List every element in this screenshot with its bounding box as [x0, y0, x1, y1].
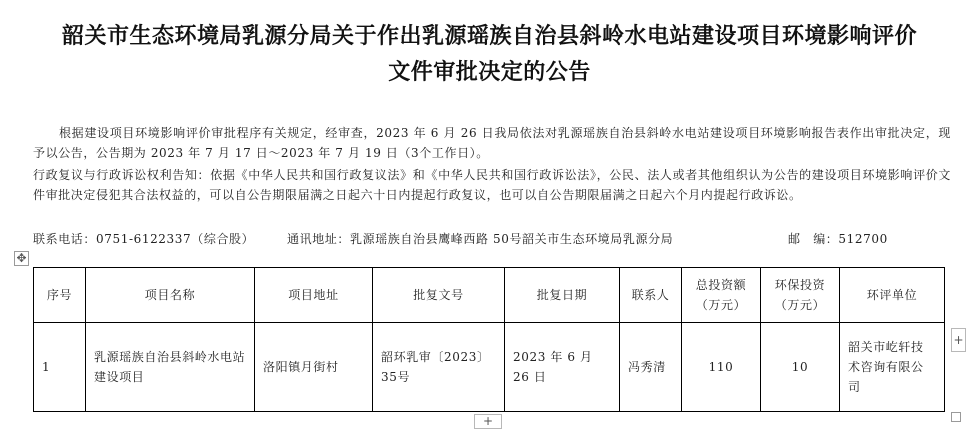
table-row [34, 323, 945, 412]
contact-phone: 联系电话：0751-6122337（综合股） [33, 232, 255, 246]
cell-project-location: 洛阳镇月街村 [255, 323, 373, 412]
notice-title-line1: 韶关市生态环境局乳源分局关于作出乳源瑶族自治县斜岭水电站建设项目环境影响评价 [61, 24, 917, 49]
approval-table [33, 267, 945, 412]
header-seq: 序号 [34, 268, 86, 323]
cell-env-investment: 10 [761, 323, 840, 412]
header-contact-person: 联系人 [620, 268, 682, 323]
rights-paragraph: 行政复议与行政诉讼权利告知：依据《中华人民共和国行政复议法》和《中华人民共和国行政诉讼法》，公民、法人或者其他组织认为公告的建设项目环境影响评价文件审批决定侵犯其合法权益的，可以自公告期限届满之日起六十日内提起行政复议，也可以自公告期限届满之日起六个月内提起行政诉讼。 [33, 168, 951, 202]
header-project-name: 项目名称 [86, 268, 255, 323]
contact-zip: 邮 编：512700 [788, 232, 888, 246]
table-resize-handle[interactable] [951, 412, 961, 422]
cell-seq: 1 [34, 323, 86, 412]
header-approval-doc-no: 批复文号 [373, 268, 505, 323]
cell-project-name: 乳源瑶族自治县斜岭水电站建设项目 [86, 323, 255, 412]
notice-title-line2: 文件审批决定的公告 [388, 60, 591, 85]
contact-info [33, 229, 951, 249]
header-env-investment: 环保投资（万元） [761, 268, 840, 323]
contact-address: 通讯地址：乳源瑶族自治县鹰峰西路 50号韶关市生态环境局乳源分局 [287, 232, 674, 246]
table-move-handle-icon[interactable]: ✥ [14, 251, 29, 266]
table-header-row [34, 268, 945, 323]
cell-eia-unit: 韶关市屹轩技术咨询有限公司 [840, 323, 945, 412]
header-total-investment: 总投资额（万元） [682, 268, 761, 323]
add-column-button[interactable]: + [951, 328, 966, 352]
review-paragraph: 根据建设项目环境影响评价审批程序有关规定，经审查，2023 年 6 月 26 日我局依法对乳源瑶族自治县斜岭水电站建设项目环境影响报告表作出审批决定，现予以公告，公告期为 2023 年 7 月 17 日～2023 年 7 月 19 日（3个工作日）。 [33, 126, 951, 160]
header-eia-unit: 环评单位 [840, 268, 945, 323]
cell-total-investment: 110 [682, 323, 761, 412]
header-project-location: 项目地址 [255, 268, 373, 323]
cell-contact-person: 冯秀清 [620, 323, 682, 412]
cell-approval-doc-no: 韶环乳审〔2023〕35号 [373, 323, 505, 412]
cell-approval-date: 2023 年 6 月 26 日 [505, 323, 620, 412]
add-row-button[interactable]: + [474, 414, 502, 429]
header-approval-date: 批复日期 [505, 268, 620, 323]
